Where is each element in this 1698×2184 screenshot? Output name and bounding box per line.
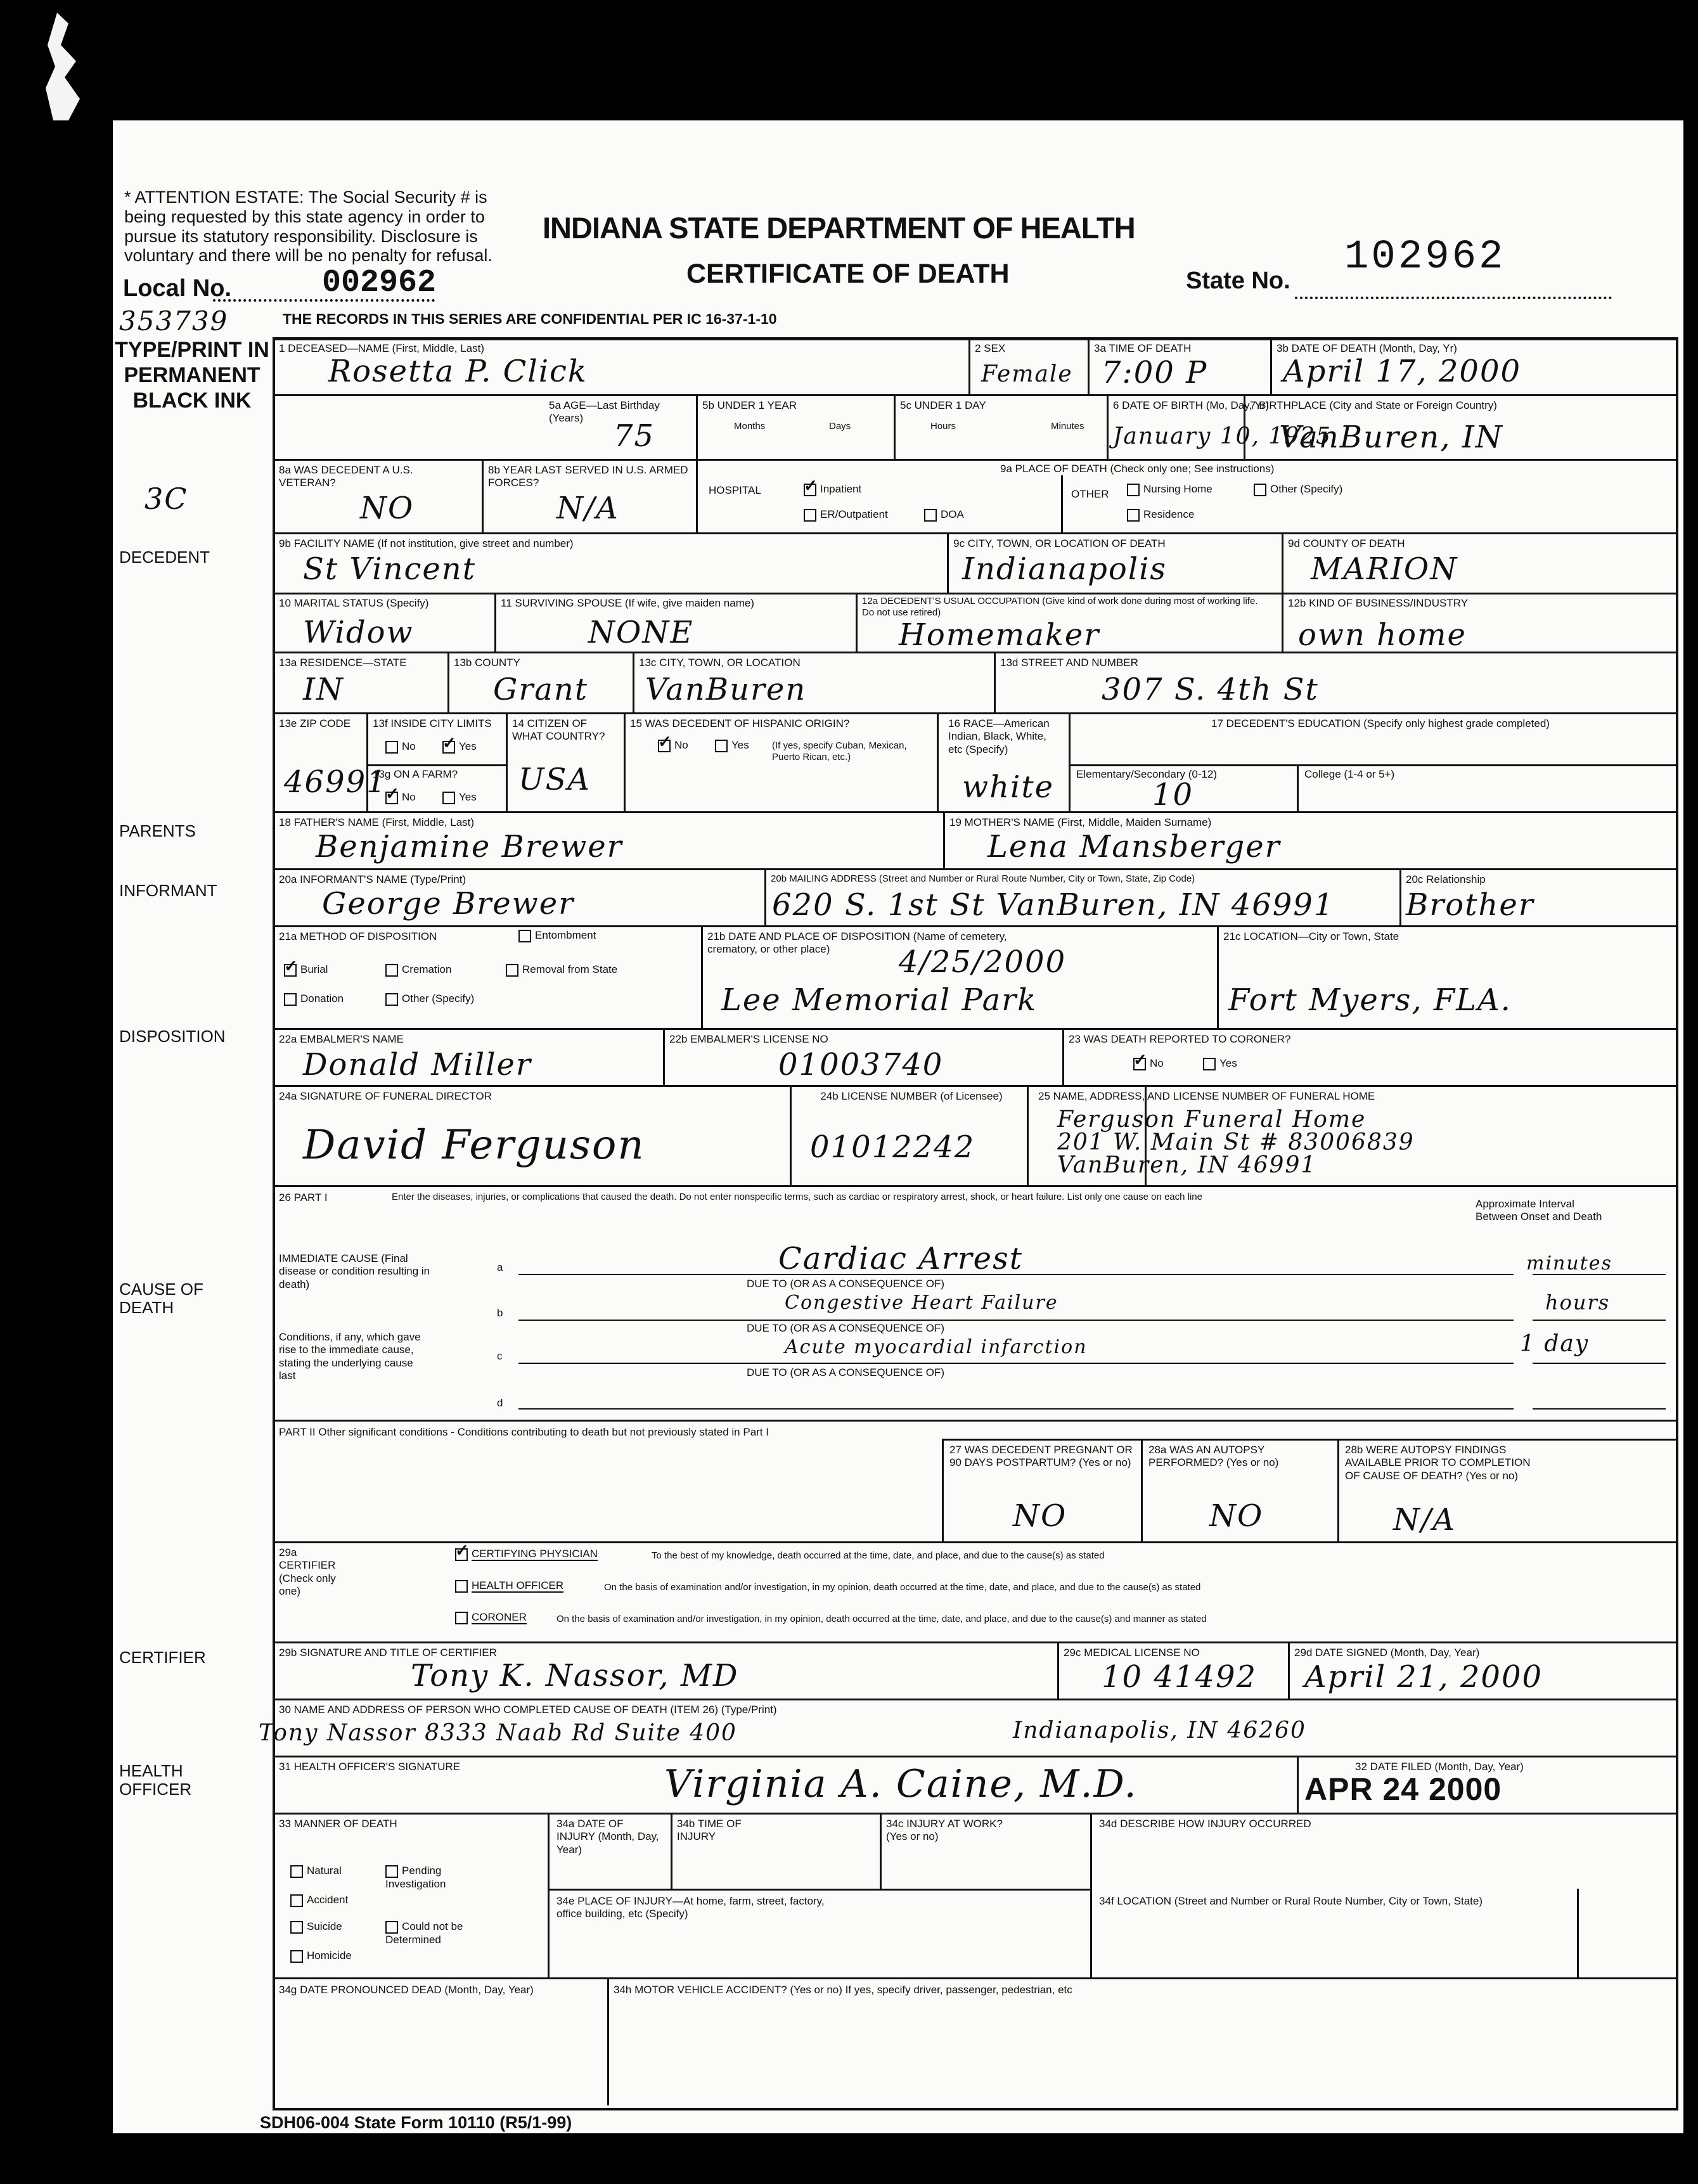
f30-value: Tony Nassor 8333 Naab Rd Suite 400 (259, 1720, 737, 1746)
margin-number: 353739 (119, 305, 229, 337)
form-number: SDH06-004 State Form 10110 (R5/1-99) (260, 2113, 572, 2132)
f29b-label: 29b SIGNATURE AND TITLE OF CERTIFIER (279, 1647, 497, 1659)
yes-label: Yes (1219, 1057, 1237, 1069)
f21b-place: Lee Memorial Park (721, 982, 1038, 1018)
other-label: OTHER (1071, 488, 1109, 500)
f21a-label: 21a METHOD OF DISPOSITION (279, 930, 437, 942)
f20a-value: George Brewer (322, 886, 575, 922)
f34h-label: 34h MOTOR VEHICLE ACCIDENT? (Yes or no) If yes, specify driver, passenger, pedestrian, etc (614, 1984, 1072, 1996)
certifying-physician-text: To the best of my knowledge, death occurred at the time, date, and place, and due to the cause(s) as stated (652, 1550, 1105, 1561)
checkbox (385, 964, 398, 977)
f21b-date: 4/25/2000 (899, 944, 1067, 980)
f9c-value: Indianapolis (962, 551, 1167, 587)
hospital-label: HOSPITAL (709, 484, 761, 496)
f13e-value: 46991 (284, 764, 387, 800)
side-label-health-officer: HEALTH OFFICER (119, 1761, 192, 1799)
f6-value: January 10, 1925 (1113, 423, 1332, 449)
f9d-value: MARION (1311, 551, 1458, 587)
checkbox-checked (385, 792, 398, 804)
no-label: No (674, 739, 688, 751)
f33-label: 33 MANNER OF DEATH (279, 1818, 397, 1830)
f14-value: USA (518, 762, 591, 797)
f28b-value: N/A (1393, 1502, 1456, 1538)
state-no-label: State No. (1186, 267, 1290, 294)
type-print-instruction: TYPE/PRINT IN PERMANENT BLACK INK (115, 338, 269, 413)
line-letter-b: b (497, 1307, 503, 1319)
f25-label: 25 NAME, ADDRESS, AND LICENSE NUMBER OF FUNERAL HOME (1038, 1090, 1375, 1102)
f23-label: 23 WAS DEATH REPORTED TO CORONER? (1069, 1033, 1291, 1045)
health-officer-checkbox[interactable] (455, 1579, 563, 1593)
f34b-label: 34b TIME OF INJURY (677, 1818, 742, 1843)
checkbox (506, 964, 518, 977)
department-name: INDIANA STATE DEPARTMENT OF HEALTH (543, 211, 1135, 245)
cause-a: Cardiac Arrest (778, 1241, 1024, 1276)
f34g-label: 34g DATE PRONOUNCED DEAD (Month, Day, Year) (279, 1984, 534, 1996)
f18-value: Benjamine Brewer (316, 829, 623, 864)
f25-line1: Ferguson Funeral Home (1057, 1107, 1367, 1133)
f11-label: 11 SURVIVING SPOUSE (If wife, give maiden name) (501, 597, 754, 609)
burial-label: Burial (300, 963, 328, 975)
f8a-label: 8a WAS DECEDENT A U.S. VETERAN? (279, 464, 413, 489)
margin-note: 3C (145, 482, 188, 516)
state-no-value: 102962 (1344, 234, 1506, 280)
checkbox (290, 1950, 303, 1963)
f34c-label: 34c INJURY AT WORK? (Yes or no) (886, 1818, 1003, 1843)
f5b-months: Months (734, 421, 766, 432)
f5c-hours: Hours (930, 421, 956, 432)
other-disposition-checkbox[interactable] (385, 992, 474, 1006)
f13d-label: 13d STREET AND NUMBER (1000, 657, 1138, 669)
f20a-label: 20a INFORMANT'S NAME (Type/Print) (279, 873, 466, 885)
f5c-label: 5c UNDER 1 DAY (900, 399, 986, 411)
f21b-label: 21b DATE AND PLACE OF DISPOSITION (Name of cemetery, crematory, or other place) (707, 930, 1007, 956)
f2-value: Female (981, 361, 1073, 387)
f31-value: Virginia A. Caine, M.D. (664, 1762, 1138, 1806)
cause-b: Congestive Heart Failure (785, 1292, 1058, 1314)
f17-label: 17 DECEDENT'S EDUCATION (Specify only highest grade completed) (1211, 717, 1550, 729)
f20c-label: 20c Relationship (1406, 873, 1486, 885)
f9c-label: 9c CITY, TOWN, OR LOCATION OF DEATH (953, 537, 1166, 549)
checkbox (1127, 484, 1140, 496)
f34f-label: 34f LOCATION (Street and Number or Rural Route Number, City or Town, State) (1099, 1895, 1483, 1907)
f30-label: 30 NAME AND ADDRESS OF PERSON WHO COMPLETED CAUSE OF DEATH (ITEM 26) (Type/Print) (279, 1704, 777, 1716)
local-no-value: 002962 (322, 265, 437, 301)
checkbox (924, 509, 937, 522)
f3b-value: April 17, 2000 (1283, 354, 1522, 389)
f28a-value: NO (1209, 1498, 1264, 1534)
confidential-notice: THE RECORDS IN THIS SERIES ARE CONFIDENTIAL PER IC 16-37-1-10 (283, 311, 777, 327)
city-limits-no-checkbox[interactable] (385, 740, 416, 754)
er-outpatient-label: ER/Outpatient (820, 508, 888, 520)
doa-label: DOA (941, 508, 964, 520)
f13e-label: 13e ZIP CODE (279, 717, 351, 729)
line-letter-d: d (497, 1397, 503, 1409)
hispanic-yes-checkbox[interactable] (715, 739, 749, 752)
f29b-value: Tony K. Nassor, MD (411, 1658, 739, 1693)
homicide-checkbox[interactable] (290, 1950, 352, 1963)
removal-label: Removal from State (522, 963, 618, 975)
f24a-value: David Ferguson (303, 1122, 645, 1169)
f13g-label: 13g ON A FARM? (373, 768, 458, 780)
side-label-decedent: DECEDENT (119, 548, 210, 567)
burial-checkbox[interactable] (284, 963, 328, 977)
f3b-label: 3b DATE OF DEATH (Month, Day, Yr) (1277, 342, 1457, 354)
f15-note: (If yes, specify Cuban, Mexican, Puerto Rican, etc.) (772, 740, 907, 762)
f8b-label: 8b YEAR LAST SERVED IN U.S. ARMED FORCES? (488, 464, 688, 489)
f8a-value: NO (360, 491, 415, 526)
f13b-value: Grant (493, 672, 589, 707)
side-label-cause: CAUSE OF DEATH (119, 1280, 203, 1317)
city-limits-yes-checkbox[interactable] (442, 740, 477, 754)
f30-city: Indianapolis, IN 46260 (1013, 1718, 1306, 1744)
farm-no-checkbox[interactable] (385, 791, 416, 804)
f12a-value: Homemaker (899, 617, 1100, 653)
f5b-days: Days (829, 421, 851, 432)
f22a-value: Donald Miller (303, 1047, 532, 1082)
residence-checkbox[interactable] (1127, 508, 1194, 522)
undetermined-label: Could not be Determined (385, 1920, 463, 1946)
homicide-label: Homicide (307, 1950, 352, 1962)
f7-value: VanBuren, IN (1279, 420, 1503, 455)
farm-yes-checkbox[interactable] (442, 791, 477, 804)
f11-value: NONE (588, 615, 694, 650)
interval-a: minutes (1526, 1252, 1612, 1275)
no-label: No (402, 791, 416, 803)
nursing-home-label: Nursing Home (1143, 483, 1212, 495)
f5a-label: 5a AGE—Last Birthday (Years) (549, 399, 660, 425)
interval-c: 1 day (1520, 1331, 1590, 1357)
checkbox (290, 1865, 303, 1878)
inpatient-label: Inpatient (820, 483, 862, 495)
checkbox-checked (1133, 1058, 1146, 1070)
f32-value: APR 24 2000 (1304, 1771, 1502, 1807)
health-officer-text: On the basis of examination and/or investigation, in my opinion, death occurred at the time, date, and place, and due to the cause(s) as stated (604, 1582, 1201, 1593)
coroner-checkbox[interactable] (455, 1611, 527, 1624)
other-specify-checkbox[interactable] (1254, 483, 1342, 496)
f17-elementary: Elementary/Secondary (0-12) (1076, 768, 1218, 780)
f19-value: Lena Mansberger (987, 829, 1281, 864)
checkbox-checked (455, 1548, 468, 1561)
checkbox (284, 993, 297, 1006)
f5b-label: 5b UNDER 1 YEAR (702, 399, 797, 411)
checkbox-checked (442, 741, 455, 754)
er-outpatient-checkbox[interactable] (804, 508, 888, 522)
f24b-label: 24b LICENSE NUMBER (of Licensee) (820, 1090, 1003, 1102)
f5a-value: 75 (614, 418, 655, 454)
health-officer-label: HEALTH OFFICER (472, 1579, 564, 1591)
no-label: No (1150, 1057, 1164, 1069)
entombment-label: Entombment (535, 929, 596, 941)
death-certificate (113, 120, 1683, 2133)
f29c-label: 29c MEDICAL LICENSE NO (1064, 1647, 1200, 1659)
interval-b: hours (1545, 1290, 1611, 1314)
f12b-value: own home (1298, 617, 1467, 653)
f14-label: 14 CITIZEN OF WHAT COUNTRY? (512, 717, 605, 743)
f9d-label: 9d COUNTY OF DEATH (1288, 537, 1405, 549)
donation-checkbox[interactable] (284, 992, 344, 1006)
doa-checkbox[interactable] (924, 508, 964, 522)
yes-label: Yes (731, 739, 749, 751)
f31-label: 31 HEALTH OFFICER'S SIGNATURE (279, 1761, 460, 1773)
f29c-value: 10 41492 (1102, 1659, 1257, 1695)
f29d-label: 29d DATE SIGNED (Month, Day, Year) (1294, 1647, 1480, 1659)
due-to-3: DUE TO (OR AS A CONSEQUENCE OF) (747, 1366, 945, 1378)
no-label: No (402, 740, 416, 752)
checkbox (290, 1921, 303, 1934)
cause-c: Acute myocardial infarction (785, 1336, 1088, 1358)
checkbox (455, 1612, 468, 1624)
f13a-value: IN (303, 672, 344, 707)
f10-label: 10 MARITAL STATUS (Specify) (279, 597, 429, 609)
yes-label: Yes (459, 740, 477, 752)
coroner-no-checkbox[interactable] (1133, 1057, 1164, 1070)
certificate-title: CERTIFICATE OF DEATH (686, 259, 1010, 289)
checkbox (442, 792, 455, 804)
suicide-label: Suicide (307, 1920, 342, 1932)
checkbox (1203, 1058, 1216, 1070)
f20b-label: 20b MAILING ADDRESS (Street and Number or Rural Route Number, City or Town, State, Zip Code) (771, 873, 1195, 884)
f24a-label: 24a SIGNATURE OF FUNERAL DIRECTOR (279, 1090, 492, 1102)
f34d-label: 34d DESCRIBE HOW INJURY OCCURRED (1099, 1818, 1311, 1830)
f21c-label: 21c LOCATION—City or Town, State (1223, 930, 1399, 942)
f22b-value: 01003740 (778, 1047, 944, 1082)
f10-value: Widow (303, 615, 414, 650)
f13d-value: 307 S. 4th St (1102, 672, 1319, 707)
f1-value: Rosetta P. Click (328, 354, 588, 389)
f21c-value: Fort Myers, FLA. (1228, 982, 1512, 1018)
f6-label: 6 DATE OF BIRTH (Mo, Day, Yr) (1113, 399, 1270, 411)
checkbox (715, 740, 728, 752)
f12b-label: 12b KIND OF BUSINESS/INDUSTRY (1288, 597, 1469, 609)
coroner-yes-checkbox[interactable] (1203, 1057, 1237, 1070)
part-2-label: PART II Other significant conditions - Conditions contributing to death but not previously stated in Part I (279, 1426, 769, 1438)
side-label-disposition: DISPOSITION (119, 1027, 226, 1046)
f17-value: 10 (1152, 777, 1194, 813)
checkbox (385, 993, 398, 1006)
due-to-1: DUE TO (OR AS A CONSEQUENCE OF) (747, 1278, 945, 1290)
f32-label: 32 DATE FILED (Month, Day, Year) (1355, 1761, 1524, 1773)
f27-label: 27 WAS DECEDENT PREGNANT OR 90 DAYS POSTPARTUM? (Yes or no) (949, 1444, 1133, 1469)
f9a-label: 9a PLACE OF DEATH (Check only one; See instructions) (1000, 463, 1275, 475)
f22b-label: 22b EMBALMER'S LICENSE NO (669, 1033, 828, 1045)
f5c-minutes: Minutes (1051, 421, 1084, 432)
other-specify-label: Other (Specify) (1270, 483, 1343, 495)
pending-label: Pending Investigation (385, 1865, 446, 1890)
torn-paper-corner (46, 13, 84, 120)
nursing-home-checkbox[interactable] (1127, 483, 1212, 496)
f16-value: white (962, 769, 1055, 805)
f29a-label: 29a CERTIFIER (Check only one) (279, 1546, 336, 1598)
other-disposition-label: Other (Specify) (402, 992, 475, 1005)
f16-label: 16 RACE—American Indian, Black, White, etc (Specify) (948, 717, 1050, 755)
local-no-label: Local No. (123, 275, 232, 302)
f34a-label: 34a DATE OF INJURY (Month, Day, Year) (556, 1818, 659, 1856)
certifying-physician-label: CERTIFYING PHYSICIAN (472, 1548, 598, 1560)
f25-line3: VanBuren, IN 46991 (1057, 1152, 1317, 1178)
undetermined-checkbox[interactable] (385, 1920, 499, 1946)
f24b-value: 01012242 (810, 1129, 975, 1165)
f1-label: 1 DECEASED—NAME (First, Middle, Last) (279, 342, 485, 354)
f27-value: NO (1013, 1498, 1067, 1534)
coroner-text: On the basis of examination and/or investigation, in my opinion, death occurred at the time, date, and place, and due to the cause(s) and manner as stated (556, 1614, 1207, 1624)
f29d-value: April 21, 2000 (1304, 1659, 1543, 1695)
f13b-label: 13b COUNTY (454, 657, 520, 669)
f12a-label: 12a DECEDENT'S USUAL OCCUPATION (Give kind of work done during most of working life. Do not use retired) (862, 596, 1258, 618)
checkbox (1127, 509, 1140, 522)
checkbox (804, 509, 816, 522)
f26-label: 26 PART I (279, 1192, 328, 1204)
f9b-label: 9b FACILITY NAME (If not institution, give street and number) (279, 537, 574, 549)
f8b-value: N/A (556, 491, 619, 526)
f34e-label: 34e PLACE OF INJURY—At home, farm, street, factory, office building, etc (Specify) (556, 1895, 825, 1920)
f19-label: 19 MOTHER'S NAME (First, Middle, Maiden Surname) (949, 816, 1212, 828)
conditions-label: Conditions, if any, which gave rise to the immediate cause, stating the underlying cause last (279, 1331, 421, 1382)
checkbox (385, 1865, 398, 1878)
line-letter-c: c (497, 1350, 503, 1362)
f3a-label: 3a TIME OF DEATH (1094, 342, 1192, 354)
f9b-value: St Vincent (303, 551, 477, 587)
attention-estate-note: * ATTENTION ESTATE: The Social Security # is being requested by this state agency in order to pursue its statutory responsibility. Disclosure is voluntary and there will be no penalty for refusal. (124, 188, 492, 266)
accident-label: Accident (307, 1894, 349, 1906)
suicide-checkbox[interactable] (290, 1920, 342, 1934)
f17-college: College (1-4 or 5+) (1304, 768, 1395, 780)
f7-label: 7 BIRTHPLACE (City and State or Foreign Country) (1250, 399, 1497, 411)
f13a-label: 13a RESIDENCE—STATE (279, 657, 407, 669)
accident-checkbox[interactable] (290, 1894, 348, 1907)
certifying-physician-checkbox[interactable] (455, 1548, 598, 1561)
checkbox (385, 1921, 398, 1934)
checkbox (290, 1894, 303, 1907)
inpatient-checkbox[interactable] (804, 483, 861, 496)
residence-label: Residence (1143, 508, 1195, 520)
f26-instructions: Enter the diseases, injuries, or complications that caused the death. Do not enter nonspecific terms, such as cardiac or respiratory arrest, shock, or heart failure. List only one cause on each line (392, 1192, 1202, 1202)
hispanic-no-checkbox[interactable] (658, 739, 688, 752)
f28a-label: 28a WAS AN AUTOPSY PERFORMED? (Yes or no) (1148, 1444, 1279, 1469)
coroner-label: CORONER (472, 1611, 527, 1623)
side-label-informant: INFORMANT (119, 881, 217, 900)
f28b-label: 28b WERE AUTOPSY FINDINGS AVAILABLE PRIOR TO COMPLETION OF CAUSE OF DEATH? (Yes or no) (1345, 1444, 1531, 1482)
checkbox (518, 930, 531, 942)
cremation-checkbox[interactable] (385, 963, 451, 977)
f13c-value: VanBuren (645, 672, 807, 707)
immediate-cause-label: IMMEDIATE CAUSE (Final disease or condition resulting in death) (279, 1252, 430, 1290)
pending-checkbox[interactable] (385, 1865, 499, 1891)
f25-line2: 201 W. Main St # 83006839 (1057, 1129, 1415, 1155)
checkbox-checked (804, 484, 816, 496)
checkbox (455, 1580, 468, 1593)
checkbox-checked (658, 740, 671, 752)
yes-label: Yes (459, 791, 477, 803)
state-no-line (1295, 279, 1612, 299)
side-label-certifier: CERTIFIER (119, 1648, 206, 1667)
cremation-label: Cremation (402, 963, 452, 975)
f18-label: 18 FATHER'S NAME (First, Middle, Last) (279, 816, 475, 828)
checkbox-checked (284, 964, 297, 977)
f2-label: 2 SEX (975, 342, 1006, 354)
interval-label: Approximate Interval Between Onset and Death (1476, 1198, 1602, 1223)
f15-label: 15 WAS DECEDENT OF HISPANIC ORIGIN? (630, 717, 850, 729)
donation-label: Donation (300, 992, 344, 1005)
f13f-label: 13f INSIDE CITY LIMITS (373, 717, 492, 729)
f20c-value: Brother (1406, 887, 1534, 923)
checkbox (385, 741, 398, 754)
f13c-label: 13c CITY, TOWN, OR LOCATION (639, 657, 801, 669)
due-to-2: DUE TO (OR AS A CONSEQUENCE OF) (747, 1322, 945, 1334)
side-label-parents: PARENTS (119, 821, 196, 840)
natural-checkbox[interactable] (290, 1865, 342, 1878)
entombment-checkbox[interactable] (518, 929, 596, 942)
f22a-label: 22a EMBALMER'S NAME (279, 1033, 404, 1045)
natural-label: Natural (307, 1865, 342, 1877)
f3a-value: 7:00 P (1102, 355, 1208, 390)
checkbox (1254, 484, 1266, 496)
f20b-value: 620 S. 1st St VanBuren, IN 46991 (772, 887, 1335, 923)
removal-checkbox[interactable] (506, 963, 617, 977)
line-letter-a: a (497, 1261, 503, 1273)
